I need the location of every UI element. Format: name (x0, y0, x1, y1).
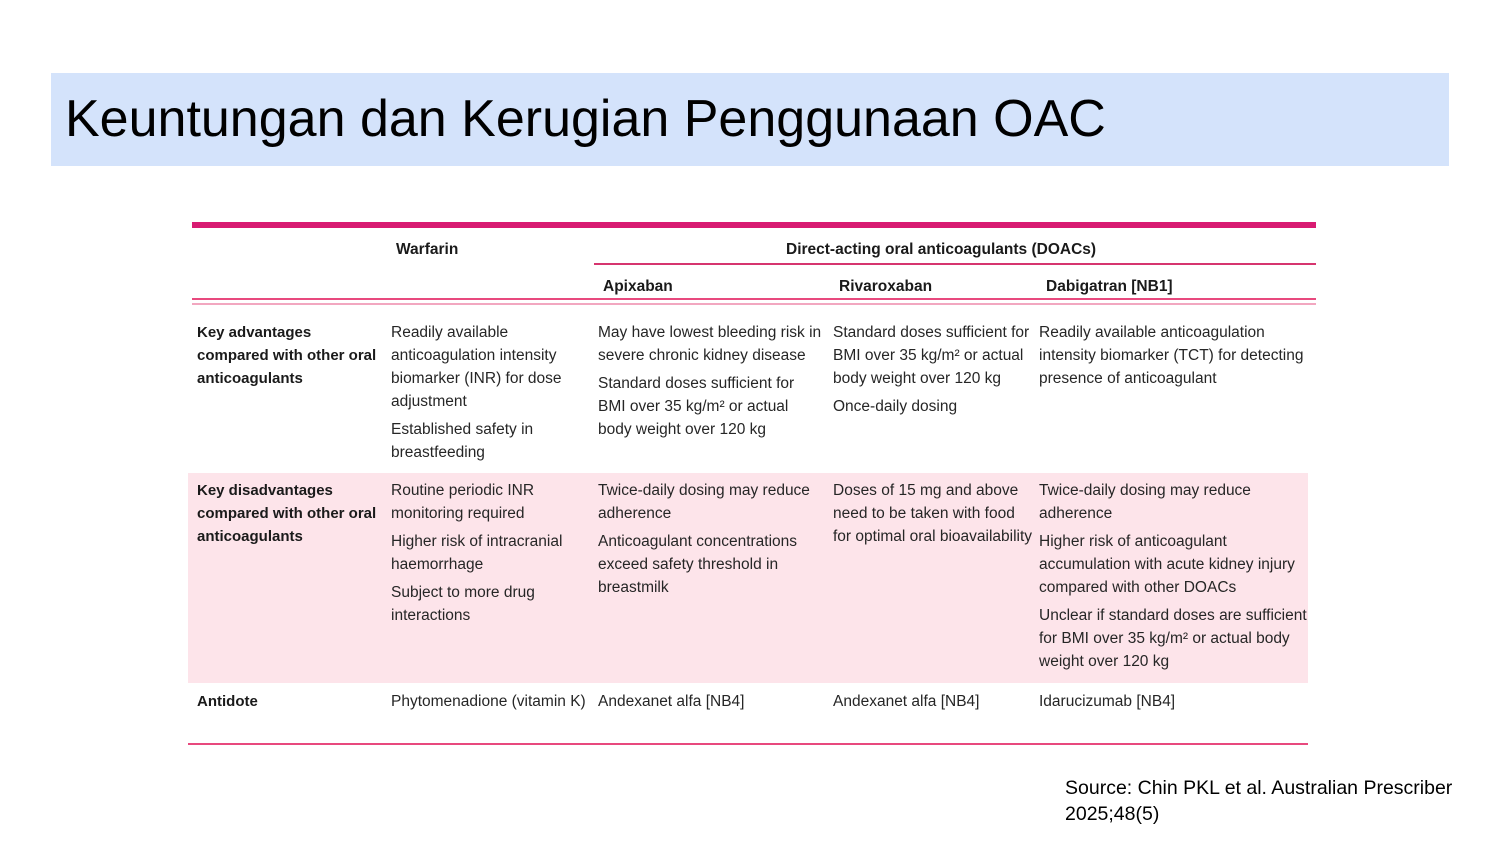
row-label-antidote: Antidote (197, 693, 258, 710)
header-rule-upper (192, 298, 1316, 300)
header-warfarin: Warfarin (396, 241, 459, 258)
disadvantages-dabigatran (1039, 479, 1309, 678)
table-top-rule (192, 222, 1316, 228)
comparison-table (188, 222, 1316, 748)
source-citation (1065, 775, 1500, 827)
disadvantages-rivaroxaban (833, 479, 1033, 553)
antidote-apixaban: Andexanet alfa [NB4] (598, 693, 745, 710)
advantages-rivaroxaban-item: Once-daily dosing (833, 398, 958, 415)
disadvantages-warfarin (391, 479, 591, 632)
disadvantages-apixaban (598, 479, 823, 604)
advantages-dabigatran (1039, 321, 1309, 395)
advantages-dabigatran-item: Readily available anticoagulation intensity biomarker (TCT) for detecting presence of anticoagulant (1039, 324, 1304, 387)
header-rivaroxaban: Rivaroxaban (839, 278, 933, 295)
antidote-rivaroxaban: Andexanet alfa [NB4] (833, 693, 980, 710)
row-label-advantages: Key advantages compared with other oral anticoagulants (197, 324, 377, 387)
advantages-rivaroxaban (833, 321, 1033, 423)
disadvantages-apixaban-item: Twice-daily dosing may reduce adherence (598, 482, 810, 522)
header-rule-lower (192, 303, 1316, 305)
doac-header-rule (594, 263, 1316, 265)
table-bottom-rule (188, 743, 1308, 745)
header-apixaban: Apixaban (603, 278, 673, 295)
advantages-warfarin-item: Established safety in breastfeeding (391, 421, 534, 461)
disadvantages-warfarin-item: Routine periodic INR monitoring required (391, 482, 535, 522)
source-line-2: 2025;48(5) (1065, 803, 1160, 825)
advantages-warfarin-item: Readily available anticoagulation intensity biomarker (INR) for dose adjustment (391, 324, 562, 410)
disadvantages-dabigatran-item: Higher risk of anticoagulant accumulation with acute kidney injury compared with other DOACs (1039, 533, 1295, 596)
row-label-disadvantages: Key disadvantages compared with other oral anticoagulants (197, 482, 377, 545)
advantages-apixaban-item: May have lowest bleeding risk in severe chronic kidney disease (598, 324, 822, 364)
header-doacs: Direct-acting oral anticoagulants (DOACs) (786, 241, 1097, 258)
advantages-apixaban (598, 321, 823, 446)
disadvantages-rivaroxaban-item: Doses of 15 mg and above need to be taken with food for optimal oral bioavailability (833, 482, 1033, 545)
slide-title: Keuntungan dan Kerugian Penggunaan OAC (65, 90, 1106, 148)
disadvantages-warfarin-item: Subject to more drug interactions (391, 584, 535, 624)
advantages-rivaroxaban-item: Standard doses sufficient for BMI over 35 kg/m² or actual body weight over 120 kg (833, 324, 1030, 387)
antidote-warfarin: Phytomenadione (vitamin K) (391, 693, 586, 710)
disadvantages-dabigatran-item: Twice-daily dosing may reduce adherence (1039, 482, 1251, 522)
advantages-warfarin (391, 321, 591, 469)
disadvantages-dabigatran-item: Unclear if standard doses are sufficient for BMI over 35 kg/m² or actual body weight over 120 kg (1039, 607, 1307, 670)
title-banner (51, 73, 1449, 166)
antidote-dabigatran: Idarucizumab [NB4] (1039, 693, 1176, 710)
header-dabigatran: Dabigatran [NB1] (1046, 278, 1173, 295)
advantages-apixaban-item: Standard doses sufficient for BMI over 35 kg/m² or actual body weight over 120 kg (598, 375, 795, 438)
disadvantages-apixaban-item: Anticoagulant concentrations exceed safety threshold in breastmilk (598, 533, 798, 596)
disadvantages-warfarin-item: Higher risk of intracranial haemorrhage (391, 533, 563, 573)
source-line-1: Source: Chin PKL et al. Australian Prescriber (1065, 777, 1453, 799)
